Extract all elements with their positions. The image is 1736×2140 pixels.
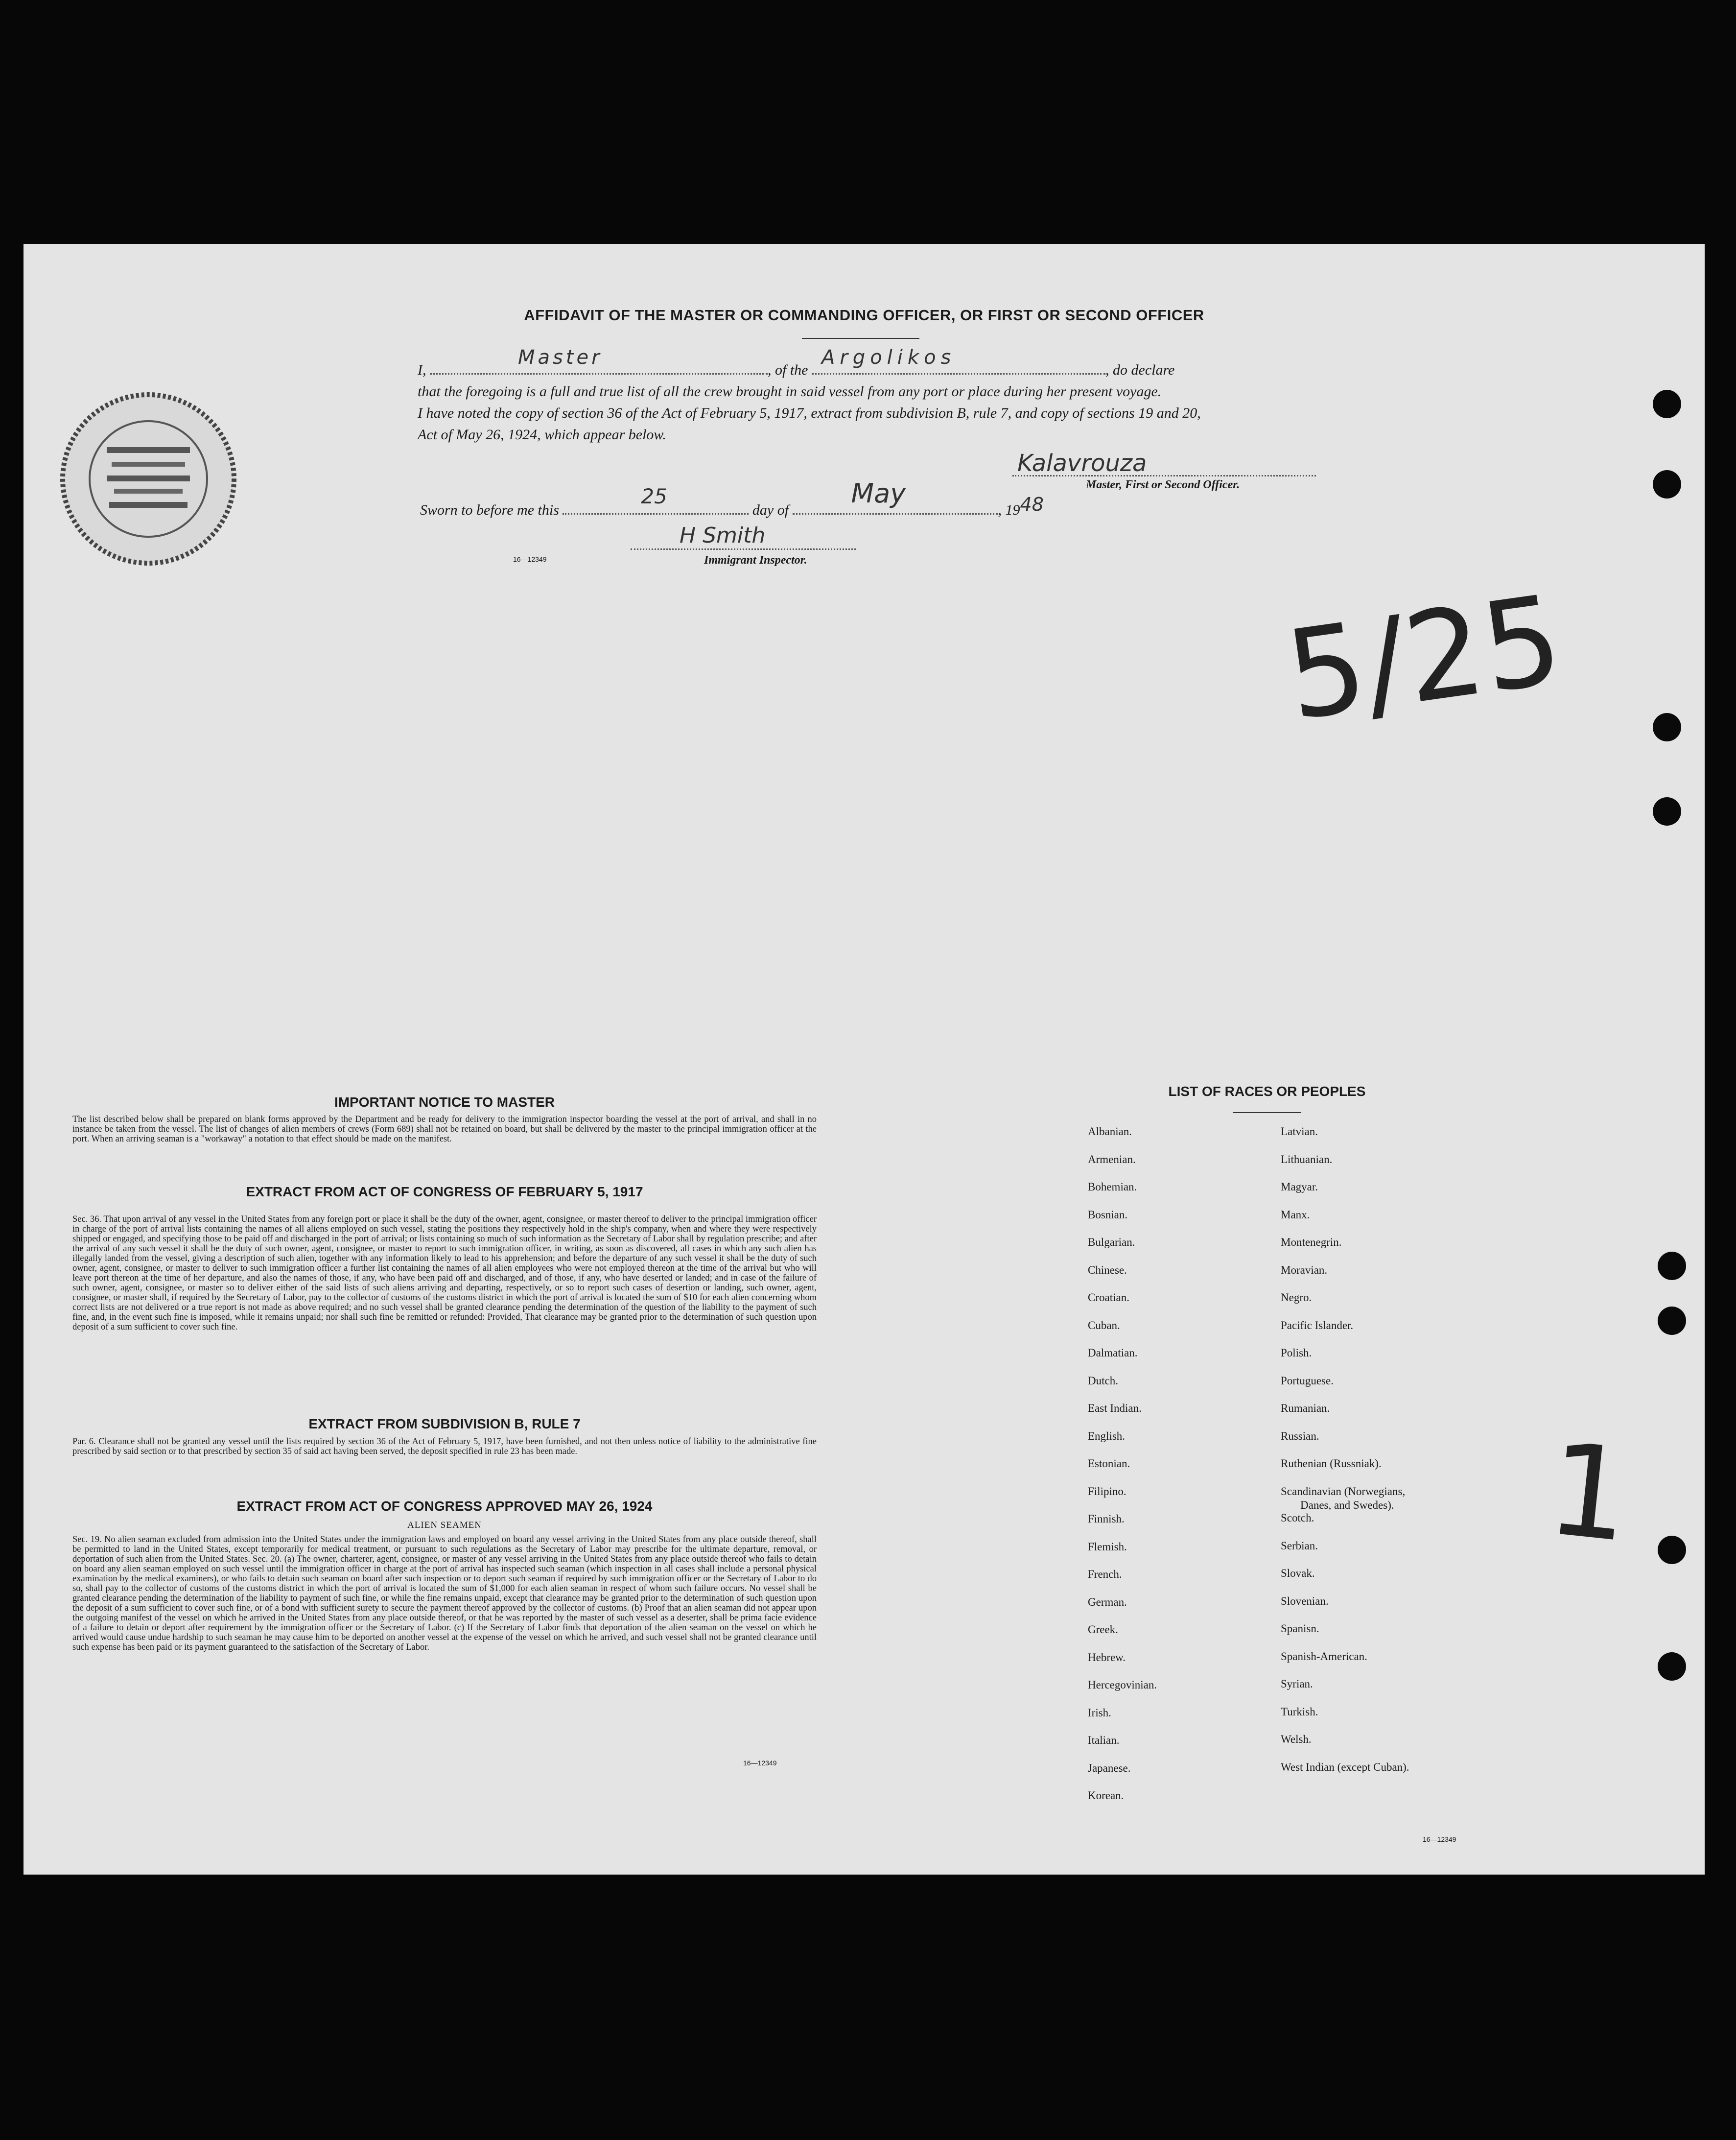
left-race-item: Flemish. <box>1088 1540 1127 1553</box>
right-race-item: Serbian. <box>1281 1539 1318 1552</box>
right-race-item: Moravian. <box>1281 1263 1328 1276</box>
title-divider <box>802 338 919 339</box>
left-race-item: Irish. <box>1088 1706 1111 1719</box>
punch-hole <box>1658 1652 1686 1681</box>
right-race-item: Turkish. <box>1281 1705 1318 1718</box>
right-race-item: Latvian. <box>1281 1125 1318 1138</box>
day-of-label: day of <box>752 502 789 518</box>
right-race-item: Polish. <box>1281 1347 1312 1359</box>
right-race-item: Magyar. <box>1281 1181 1318 1193</box>
left-race-item: Croatian. <box>1088 1291 1129 1304</box>
name-value: Master <box>518 346 603 369</box>
left-race-item: English. <box>1088 1429 1126 1442</box>
left-race-item: Hebrew. <box>1088 1651 1126 1664</box>
right-race-item: Spanish-American. <box>1281 1650 1367 1663</box>
races-divider <box>1233 1112 1301 1113</box>
left-race-item: Dutch. <box>1088 1374 1118 1387</box>
of-the-label: , of the <box>768 362 808 378</box>
sworn-line <box>420 478 1154 521</box>
right-race-item: Slovak. <box>1281 1567 1315 1579</box>
name-blank <box>430 346 768 375</box>
inspector-signature: H Smith <box>680 523 766 548</box>
day-blank <box>563 484 749 515</box>
right-race-item: Syrian. <box>1281 1678 1313 1690</box>
races-left-column <box>1088 1125 1157 1817</box>
left-race-item: Bosnian. <box>1088 1208 1128 1221</box>
punch-hole <box>1658 1536 1686 1564</box>
affidavit-title: AFFIDAVIT OF THE MASTER OR COMMANDING OFFICER, OR FIRST OR SECOND OFFICER <box>524 307 1204 324</box>
right-race-item: Lithuanian. <box>1281 1153 1333 1165</box>
right-race-item: Welsh. <box>1281 1733 1312 1745</box>
left-race-item: Armenian. <box>1088 1153 1136 1165</box>
document-page <box>23 244 1705 1875</box>
left-race-item: Italian. <box>1088 1734 1120 1746</box>
vessel-value: Argolikos <box>821 346 956 369</box>
form-number-top: 16—12349 <box>513 555 547 563</box>
extract2-title: EXTRACT FROM SUBDIVISION B, RULE 7 <box>308 1416 581 1431</box>
right-race-item: Spanisn. <box>1281 1622 1319 1635</box>
left-race-item: Korean. <box>1088 1789 1124 1802</box>
punch-hole <box>1658 1252 1686 1280</box>
right-race-item: West Indian (except Cuban). <box>1281 1760 1409 1773</box>
right-race-item: Russian. <box>1281 1429 1319 1442</box>
left-race-item: Hercegovinian. <box>1088 1679 1157 1691</box>
master-signature: Kalavrouza <box>1017 450 1147 477</box>
races-right-column <box>1281 1125 1409 1788</box>
extract1-text: Sec. 36. That upon arrival of any vessel in the United States from any foreign port or place it shall be the duty of the owner, agent, consignee, or master thereof to deliver to the principal immigration officer in charge of the port of arrival lists containing the names of all aliens employed on such vessel, stating the positions they respectively hold in the ship's company, when and where they were respectively shipped or engaged, and specifying those to be paid off and discharged in the port of arrival; or lists containing so much of such information as the Secretary of Labor shall by regulation prescribe; and after the arrival of any such vessel it shall be the duty of such owner, agent, consignee, or master to report to such immigration officer, in writing, as soon as discovered, all cases in which any such alien has illegally landed from the vessel, giving a description of such alien, together with any information likely to lead to his apprehension; and before the departure of any such vessel it shall be the duty of such owner, agent, consignee, or master to deliver to such immigration officer a further list containing the names of all alien employees who were not employed thereon at the time of the arrival but who will leave port thereon at the time of her departure, and also the names of those, if any, who have been paid off and discharged, and of those, if any, who have deserted or landed; and in case of the failure of such owner, agent, consignee, or master so to deliver either of the said lists of such aliens arriving and departing, respectively, or so to report such cases of desertion or landing, such owner, agent, consignee, or master shall, if required by the Secretary of Labor, pay to the collector of customs of the customs district in which the port of arrival is located the sum of $10 for each alien concerning whom correct lists are not delivered or a true report is not made as above required; and no such vessel shall be granted clearance pending the determination of the question of the liability to the payment of such fine, and, in the event such fine is imposed, while it remains unpaid; nor shall such fine be remitted or refunded: Provided, That clearance may be granted prior to the determination of such question upon deposit of a sum sufficient to cover such fine. <box>72 1214 817 1332</box>
right-race-item: Montenegrin. <box>1281 1236 1342 1248</box>
inspector-label: Immigrant Inspector. <box>704 554 807 567</box>
punch-hole <box>1653 390 1681 418</box>
right-race-item: Scandinavian (Norwegians, <box>1281 1485 1406 1498</box>
declarant-prefix: I, <box>418 362 426 378</box>
notice-text: The list described below shall be prepared on blank forms approved by the Department and be ready for delivery to the immigration inspector boarding the vessel at the port of arrival, and shall in no instance be taken from the vessel. The list of changes of alien members of crews (Form 689) shall not be retained on board, but shall be delivered by the master to the principal immigration officer at the port. When an arriving seaman is a "workaway" a notation to that effect should be made on the manifest. <box>72 1115 817 1144</box>
left-race-item: German. <box>1088 1595 1127 1608</box>
year-prefix: , 19 <box>998 502 1020 518</box>
declare-label: , do declare <box>1105 362 1175 378</box>
left-race-item: Dalmatian. <box>1088 1347 1138 1359</box>
form-number-right: 16—12349 <box>1423 1835 1456 1843</box>
punch-hole <box>1653 713 1681 741</box>
punch-hole <box>1653 470 1681 499</box>
extract3-title: EXTRACT FROM ACT OF CONGRESS APPROVED MAY 26, 1924 <box>236 1498 653 1514</box>
month-value: May <box>851 478 906 509</box>
right-race-item: Manx. <box>1281 1208 1310 1221</box>
extract2-text: Par. 6. Clearance shall not be granted any vessel until the lists required by section 36 of the Act of February 5, 1917, have been furnished, and not then unless notice of liability to the administrative fine prescribed by said section or to that prescribed by section 35 of said act having been served, the deposit specified in rule 23 has been made. <box>72 1437 817 1456</box>
form-number-left: 16—12349 <box>743 1759 777 1767</box>
affidavit-line-2: that the foregoing is a full and true list of all the crew brought in said vessel from any port or place during her present voyage. <box>418 383 1162 400</box>
right-race-item: Scotch. <box>1281 1512 1314 1524</box>
extract3-text: Sec. 19. No alien seaman excluded from admission into the United States under the immigration laws and employed on board any vessel arriving in the United States from any place outside thereof, shall be permitted to land in the United States, except temporarily for medical treatment, or pursuant to such regulations as the Secretary of Labor may prescribe for the ultimate departure, removal, or deportation of such alien from the United States. Sec. 20. (a) The owner, charterer, agent, consignee, or master of any vessel arriving in the United States from any place outside thereof who fails to detain on board any alien seaman employed on such vessel until the immigration officer in charge at the port of arrival has inspected such seaman (which inspection in all cases shall include a personal physical examination by the medical examiners), or who fails to detain such seaman on board after such inspection or to deport such seaman if required by such immigration officer or the Secretary of Labor to do so, shall pay to the collector of customs of the customs district in which the port of arrival is located the sum of $1,000 for each alien seaman in respect of whom such failure occurs. No vessel shall be granted clearance pending the determination of the liability to payment of such fine, or while the fine remains unpaid, except that clearance may be granted prior to the determination of such question upon the deposit of a sum sufficient to cover such fine, or of a bond with sufficient surety to secure the payment thereof approved by the collector of customs. (b) Proof that an alien seaman did not appear upon the outgoing manifest of the vessel on which he arrived in the United States from any place outside thereof, or that he was reported by the master of such vessel as a deserter, shall be prima facie evidence of a failure to detain or deport after requirement by the immigration officer or the Secretary of Labor. (c) If the Secretary of Labor finds that deportation of the alien seaman on the vessel on which he arrived would cause undue hardship to such seaman he may cause him to be deported on another vessel at the expense of the vessel on which he arrived, and such vessel shall not be granted clearance until such expense has been paid or its payment guaranteed to the satisfaction of the Secretary of Labor. <box>72 1535 817 1652</box>
right-race-item: Slovenian. <box>1281 1594 1329 1607</box>
left-race-item: Filipino. <box>1088 1485 1126 1498</box>
vessel-blank <box>812 346 1105 375</box>
sworn-prefix: Sworn to before me this <box>420 502 559 518</box>
punch-hole <box>1653 797 1681 826</box>
punch-hole <box>1658 1307 1686 1335</box>
right-race-item: Portuguese. <box>1281 1374 1334 1387</box>
left-race-item: Finnish. <box>1088 1513 1125 1525</box>
affidavit-line-1 <box>418 346 1495 381</box>
handwritten-date: 5/25 <box>1278 568 1570 748</box>
day-value: 25 <box>641 484 667 508</box>
left-race-item: East Indian. <box>1088 1402 1142 1414</box>
right-race-item: Danes, and Swedes). <box>1300 1498 1394 1511</box>
right-race-item: Negro. <box>1281 1291 1312 1304</box>
right-race-item: Ruthenian (Russniak). <box>1281 1457 1382 1470</box>
races-list <box>1088 1125 1528 1811</box>
left-race-item: Albanian. <box>1088 1125 1132 1138</box>
left-race-item: French. <box>1088 1568 1122 1580</box>
left-race-item: Japanese. <box>1088 1761 1131 1774</box>
notice-title: IMPORTANT NOTICE TO MASTER <box>334 1094 555 1110</box>
races-title: LIST OF RACES OR PEOPLES <box>1168 1084 1366 1099</box>
affidavit-line-4: Act of May 26, 1924, which appear below. <box>418 427 666 443</box>
official-stamp-seal <box>55 388 241 570</box>
affidavit-line-3: I have noted the copy of section 36 of the Act of February 5, 1917, extract from subdivision B, rule 7, and copy of sections 19 and 20, <box>418 405 1201 421</box>
left-race-item: Bohemian. <box>1088 1181 1137 1193</box>
handwritten-page-number: 1 <box>1541 1415 1637 1571</box>
left-race-item: Greek. <box>1088 1623 1118 1636</box>
extract1-title: EXTRACT FROM ACT OF CONGRESS OF FEBRUARY 5, 1917 <box>246 1184 643 1199</box>
signature-label: Master, First or Second Officer. <box>1086 478 1240 491</box>
left-race-item: Bulgarian. <box>1088 1236 1135 1248</box>
right-race-item: Rumanian. <box>1281 1402 1330 1414</box>
left-race-item: Estonian. <box>1088 1457 1130 1470</box>
year-value: 48 <box>1020 494 1044 515</box>
left-race-item: Cuban. <box>1088 1319 1120 1332</box>
left-race-item: Chinese. <box>1088 1263 1127 1276</box>
month-blank <box>793 478 998 515</box>
extract3-subtitle: ALIEN SEAMEN <box>407 1520 482 1530</box>
right-race-item: Pacific Islander. <box>1281 1319 1354 1332</box>
